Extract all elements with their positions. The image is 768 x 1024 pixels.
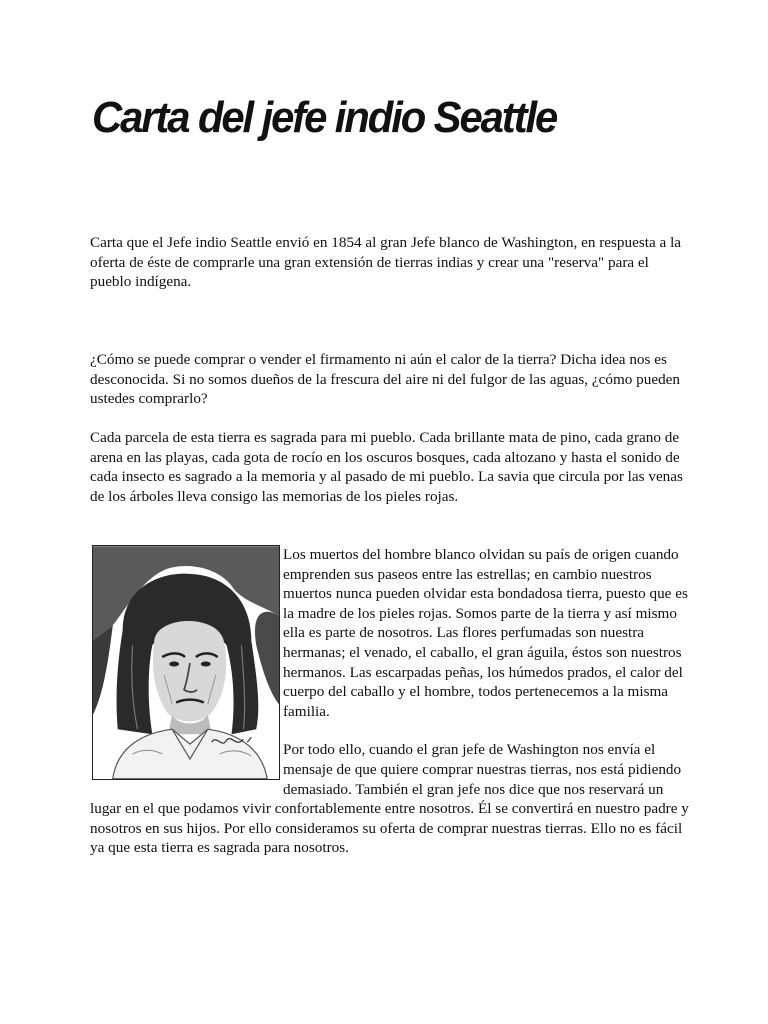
- portrait-sketch: [93, 546, 279, 779]
- page-title: Carta del jefe indio Seattle: [92, 93, 557, 142]
- portrait-section: [90, 545, 690, 858]
- paragraph-2: Cada parcela de esta tierra es sagrada para mi pueblo. Cada brillante mata de pino, cada grano de arena en las playas, cada gota de rocío en los oscuros bosques, cada altozano y hasta el sonido de cada insecto es sagrado a la memoria y al pasado de mi pueblo. La savia que circula por las venas de los árboles lleva consigo las memorias de los pieles rojas.: [90, 429, 683, 505]
- intro-paragraph: Carta que el Jefe indio Seattle envió en 1854 al gran Jefe blanco de Washington, en respuesta a la oferta de éste de comprarle una gran extensión de tierras indias y crear una "reserva" para el pueblo indígena.: [90, 234, 682, 291]
- chief-seattle-portrait: [92, 545, 280, 780]
- paragraph-3: Los muertos del hombre blanco olvidan su país de origen cuando emprenden sus paseos entre las estrellas; en cambio nuestros muertos nunca pueden olvidar esta bondadosa tierra, puesto que es la madre de los pieles rojas. Somos parte de la tierra y así mismo ella es parte de nosotros. Las flores perfumadas son nuestra hermanas; el venado, el caballo, el gran águila, éstos son nuestros hermanos. Las escarpadas peñas, los húmedos prados, el calor del cuerpo del caballo y el hombre, todos pertenecemos a la misma familia.: [283, 546, 688, 720]
- paragraph-4: Por todo ello, cuando el gran jefe de Washington nos envía el mensaje de que quiere comprar nuestras tierras, nos está pidiendo demasiado. También el gran jefe nos dice que nos reservará un lugar en el que podamos vivir confortablemente entre nosotros. Él se convertirá en nuestro padre y nosotros en sus hijos. Por ello consideramos su oferta de comprar nuestras tierras. Ello no es fácil ya que esta tierra es sagrada para nosotros.: [90, 741, 689, 857]
- paragraph-1: ¿Cómo se puede comprar o vender el firmamento ni aún el calor de la tierra? Dicha idea nos es desconocida. Si no somos dueños de la frescura del aire ni del fulgor de las aguas, ¿cómo pueden ustedes comprarlo?: [90, 351, 681, 408]
